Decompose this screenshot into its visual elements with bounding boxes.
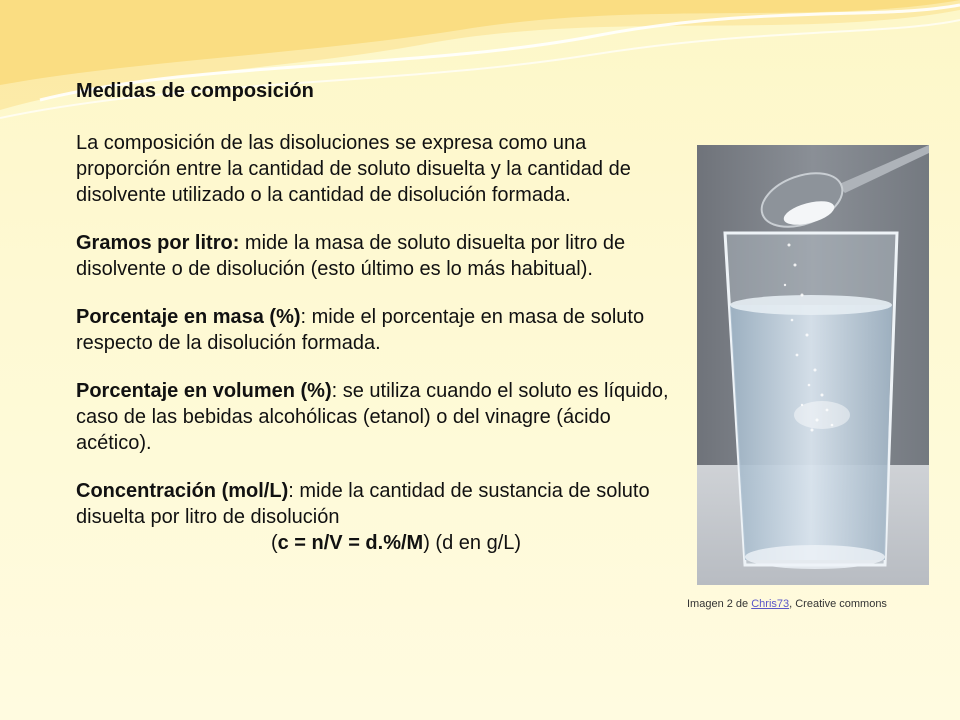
section-text: : se utiliza cuando el soluto es líquido, caso de las bebidas alcohólicas (etanol) o del vinagre (ácido acético). bbox=[76, 380, 669, 454]
image-caption bbox=[687, 598, 937, 610]
section-text: mide la masa de soluto disuelta por litro de disolvente o de disolución (esto último es lo más habitual). bbox=[76, 232, 626, 280]
caption-prefix: Imagen 2 de bbox=[687, 598, 752, 610]
molarity-formula bbox=[76, 530, 676, 556]
section-text: : mide el porcentaje en masa de soluto respecto de la disolución formada. bbox=[76, 306, 645, 354]
section-molarity bbox=[76, 478, 676, 530]
formula-expression: c = n/V = d.%/M bbox=[277, 532, 424, 554]
caption-license: , Creative commons bbox=[789, 598, 887, 610]
slide-heading: Medidas de composición bbox=[76, 80, 314, 102]
section-grams-per-liter bbox=[76, 230, 676, 282]
formula-note: ) (d en g/L) bbox=[423, 532, 522, 554]
section-term: Gramos por litro: bbox=[76, 232, 240, 254]
salt-water-glass-photo bbox=[697, 145, 929, 585]
intro-paragraph: La composición de las disoluciones se expresa como una proporción entre la cantidad de soluto disuelta y la cantidad de disolvente utilizado o la cantidad de disolución formada. bbox=[76, 132, 631, 206]
caption-author-link[interactable]: Chris73 bbox=[751, 598, 790, 610]
section-term: Porcentaje en masa (%) bbox=[76, 306, 301, 328]
section-text: : mide la cantidad de sustancia de soluto disuelta por litro de disolución bbox=[76, 480, 650, 528]
slide-text bbox=[76, 78, 676, 556]
section-term: Porcentaje en volumen (%) bbox=[76, 380, 332, 402]
section-mass-percent bbox=[76, 304, 676, 356]
section-term: Concentración (mol/L) bbox=[76, 480, 289, 502]
section-volume-percent bbox=[76, 378, 676, 456]
formula-open: ( bbox=[270, 532, 278, 554]
